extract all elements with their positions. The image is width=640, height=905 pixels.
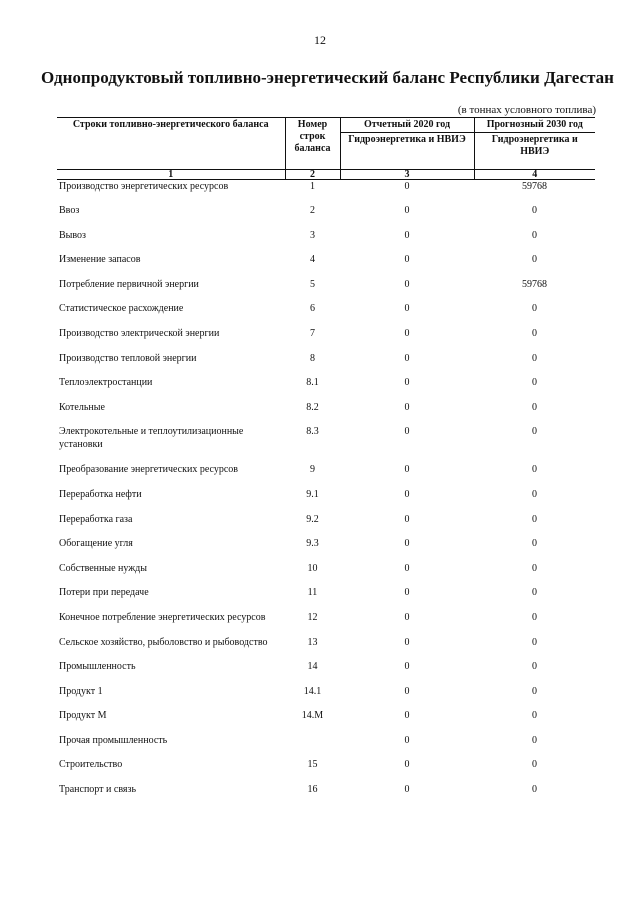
table-row — [57, 401, 595, 426]
row-label: Производство энергетических ресурсов — [59, 181, 229, 192]
actual-value: 0 — [404, 205, 410, 216]
forecast-value: 0 — [532, 538, 537, 550]
table-row — [57, 586, 595, 611]
column-number: 2 — [285, 170, 340, 180]
column-number: 1 — [57, 170, 285, 180]
table-row — [57, 660, 595, 685]
unit-note: (в тоннах условного топлива) — [457, 104, 596, 116]
forecast-value: 0 — [532, 562, 537, 574]
row-label: Котельные — [59, 401, 105, 413]
table-row — [57, 278, 595, 303]
actual-value: 0 — [404, 661, 410, 673]
row-label: Статистическое расхождение — [59, 303, 184, 315]
header-row-number: Номер строк баланса — [285, 118, 340, 170]
table-row — [57, 253, 595, 278]
row-number: 8.1 — [306, 377, 319, 389]
row-number: 8 — [310, 352, 315, 364]
actual-value: 0 — [404, 734, 410, 746]
actual-value: 0 — [404, 401, 410, 413]
forecast-value: 0 — [532, 759, 537, 771]
table-row — [57, 229, 595, 254]
table-row — [57, 783, 595, 808]
table-row — [57, 302, 595, 327]
forecast-value: 0 — [532, 488, 537, 500]
table-row — [57, 758, 595, 783]
forecast-value: 0 — [532, 784, 537, 796]
row-number: 7 — [310, 327, 315, 339]
header-forecast-year: Прогнозный 2030 год — [474, 118, 595, 133]
table-body — [57, 180, 595, 808]
actual-value: 0 — [404, 636, 410, 648]
actual-value: 0 — [404, 229, 410, 241]
row-label: Потребление первичной энергии — [59, 278, 199, 290]
row-label: Производство электрической энергии — [59, 327, 220, 339]
table-row — [57, 562, 595, 587]
row-label: Обогащение угля — [59, 538, 133, 550]
header-row — [57, 118, 595, 133]
row-number: 14.1 — [303, 685, 322, 697]
row-number: 1 — [310, 181, 315, 192]
actual-value: 0 — [404, 303, 410, 315]
row-number: 9.2 — [306, 513, 319, 525]
table-row — [57, 685, 595, 710]
actual-value: 0 — [404, 710, 410, 722]
forecast-value: 0 — [532, 303, 537, 315]
actual-value: 0 — [404, 759, 410, 771]
row-number: 11 — [307, 587, 318, 599]
forecast-value: 0 — [532, 426, 537, 438]
actual-value: 0 — [404, 685, 410, 697]
header-actual-sub: Гидроэнергетика и НВИЭ — [340, 133, 474, 170]
actual-value: 0 — [404, 377, 410, 389]
row-number: 9.1 — [306, 488, 319, 500]
forecast-value: 0 — [532, 254, 537, 266]
actual-value: 0 — [404, 538, 410, 550]
row-number: 14 — [307, 661, 318, 673]
forecast-value: 0 — [532, 401, 537, 413]
row-label: Строительство — [59, 759, 123, 771]
row-label: Переработка газа — [59, 513, 133, 525]
column-number: 3 — [340, 170, 474, 180]
row-label: Изменение запасов — [59, 254, 141, 266]
forecast-value: 0 — [532, 611, 537, 623]
forecast-value: 0 — [532, 587, 537, 599]
row-label: Вывоз — [59, 229, 86, 241]
forecast-value: 0 — [532, 352, 537, 364]
row-label: Транспорт и связь — [59, 784, 137, 796]
row-number: 12 — [307, 611, 318, 623]
row-number: 2 — [310, 205, 315, 216]
row-number: 15 — [307, 759, 318, 771]
row-number: 13 — [307, 636, 318, 648]
table-row — [57, 537, 595, 562]
actual-value: 0 — [404, 352, 410, 364]
row-label: Промышленность — [59, 661, 136, 673]
row-label: Переработка нефти — [59, 488, 142, 500]
table-row — [57, 463, 595, 488]
column-number: 4 — [474, 170, 595, 180]
table-row — [57, 488, 595, 513]
table-row — [57, 425, 595, 463]
table-row — [57, 636, 595, 661]
header-rows-label: Строки топливно-энергетического баланса — [57, 118, 285, 170]
table-row — [57, 204, 595, 229]
forecast-value: 0 — [532, 734, 537, 746]
row-number: 9 — [310, 464, 315, 476]
actual-value: 0 — [404, 488, 410, 500]
forecast-value: 0 — [532, 685, 537, 697]
row-label: Электрокотельные и теплоутилизационные установки — [59, 426, 244, 451]
page-number: 12 — [314, 33, 326, 47]
forecast-value: 0 — [532, 636, 537, 648]
table-row — [57, 709, 595, 734]
row-number: 9.3 — [306, 538, 319, 550]
row-number: 8.3 — [306, 426, 319, 438]
balance-table — [57, 117, 595, 808]
row-number — [285, 734, 340, 759]
row-label: Преобразование энергетических ресурсов — [59, 464, 238, 476]
document-title: Однопродуктовый топливно-энергетический баланс Республики Дагестан — [41, 68, 614, 87]
row-label: Теплоэлектростанции — [59, 377, 153, 389]
forecast-value: 0 — [532, 205, 537, 216]
row-number: 6 — [310, 303, 315, 315]
actual-value: 0 — [404, 426, 410, 438]
row-label: Потери при передаче — [59, 587, 149, 599]
forecast-value: 59768 — [522, 278, 547, 290]
forecast-value: 0 — [532, 710, 537, 722]
forecast-value: 0 — [532, 513, 537, 525]
table-row — [57, 327, 595, 352]
actual-value: 0 — [404, 327, 410, 339]
row-number: 5 — [310, 278, 315, 290]
row-number: 10 — [307, 562, 318, 574]
actual-value: 0 — [404, 784, 410, 796]
row-number: 4 — [310, 254, 315, 266]
row-number: 16 — [307, 784, 318, 796]
actual-value: 0 — [404, 587, 410, 599]
forecast-value: 59768 — [522, 181, 547, 192]
actual-value: 0 — [404, 278, 410, 290]
actual-value: 0 — [404, 254, 410, 266]
row-label: Продукт М — [59, 710, 107, 722]
table-row — [57, 352, 595, 377]
row-number: 8.2 — [306, 401, 319, 413]
row-label: Прочая промышленность — [59, 734, 168, 746]
forecast-value: 0 — [532, 464, 537, 476]
forecast-value: 0 — [532, 327, 537, 339]
forecast-value: 0 — [532, 377, 537, 389]
row-label: Ввоз — [59, 205, 80, 216]
table-row — [57, 376, 595, 401]
actual-value: 0 — [404, 464, 410, 476]
forecast-value: 0 — [532, 661, 537, 673]
row-number: 14.М — [301, 710, 324, 722]
table-row — [57, 513, 595, 538]
actual-value: 0 — [404, 181, 410, 192]
column-number-row — [57, 170, 595, 180]
row-label: Собственные нужды — [59, 562, 147, 574]
forecast-value: 0 — [532, 229, 537, 241]
table-row — [57, 611, 595, 636]
table-row — [57, 734, 595, 759]
row-label: Продукт 1 — [59, 685, 103, 697]
actual-value: 0 — [404, 513, 410, 525]
actual-value: 0 — [404, 611, 410, 623]
row-label: Сельское хозяйство, рыболовство и рыбоводство — [59, 636, 268, 648]
header-forecast-sub: Гидроэнергетика и НВИЭ — [474, 133, 595, 170]
row-number: 3 — [310, 229, 315, 241]
header-actual-year: Отчетный 2020 год — [340, 118, 474, 133]
table-row — [57, 180, 595, 205]
row-label: Конечное потребление энергетических ресурсов — [59, 611, 266, 623]
actual-value: 0 — [404, 562, 410, 574]
row-label: Производство тепловой энергии — [59, 352, 197, 364]
